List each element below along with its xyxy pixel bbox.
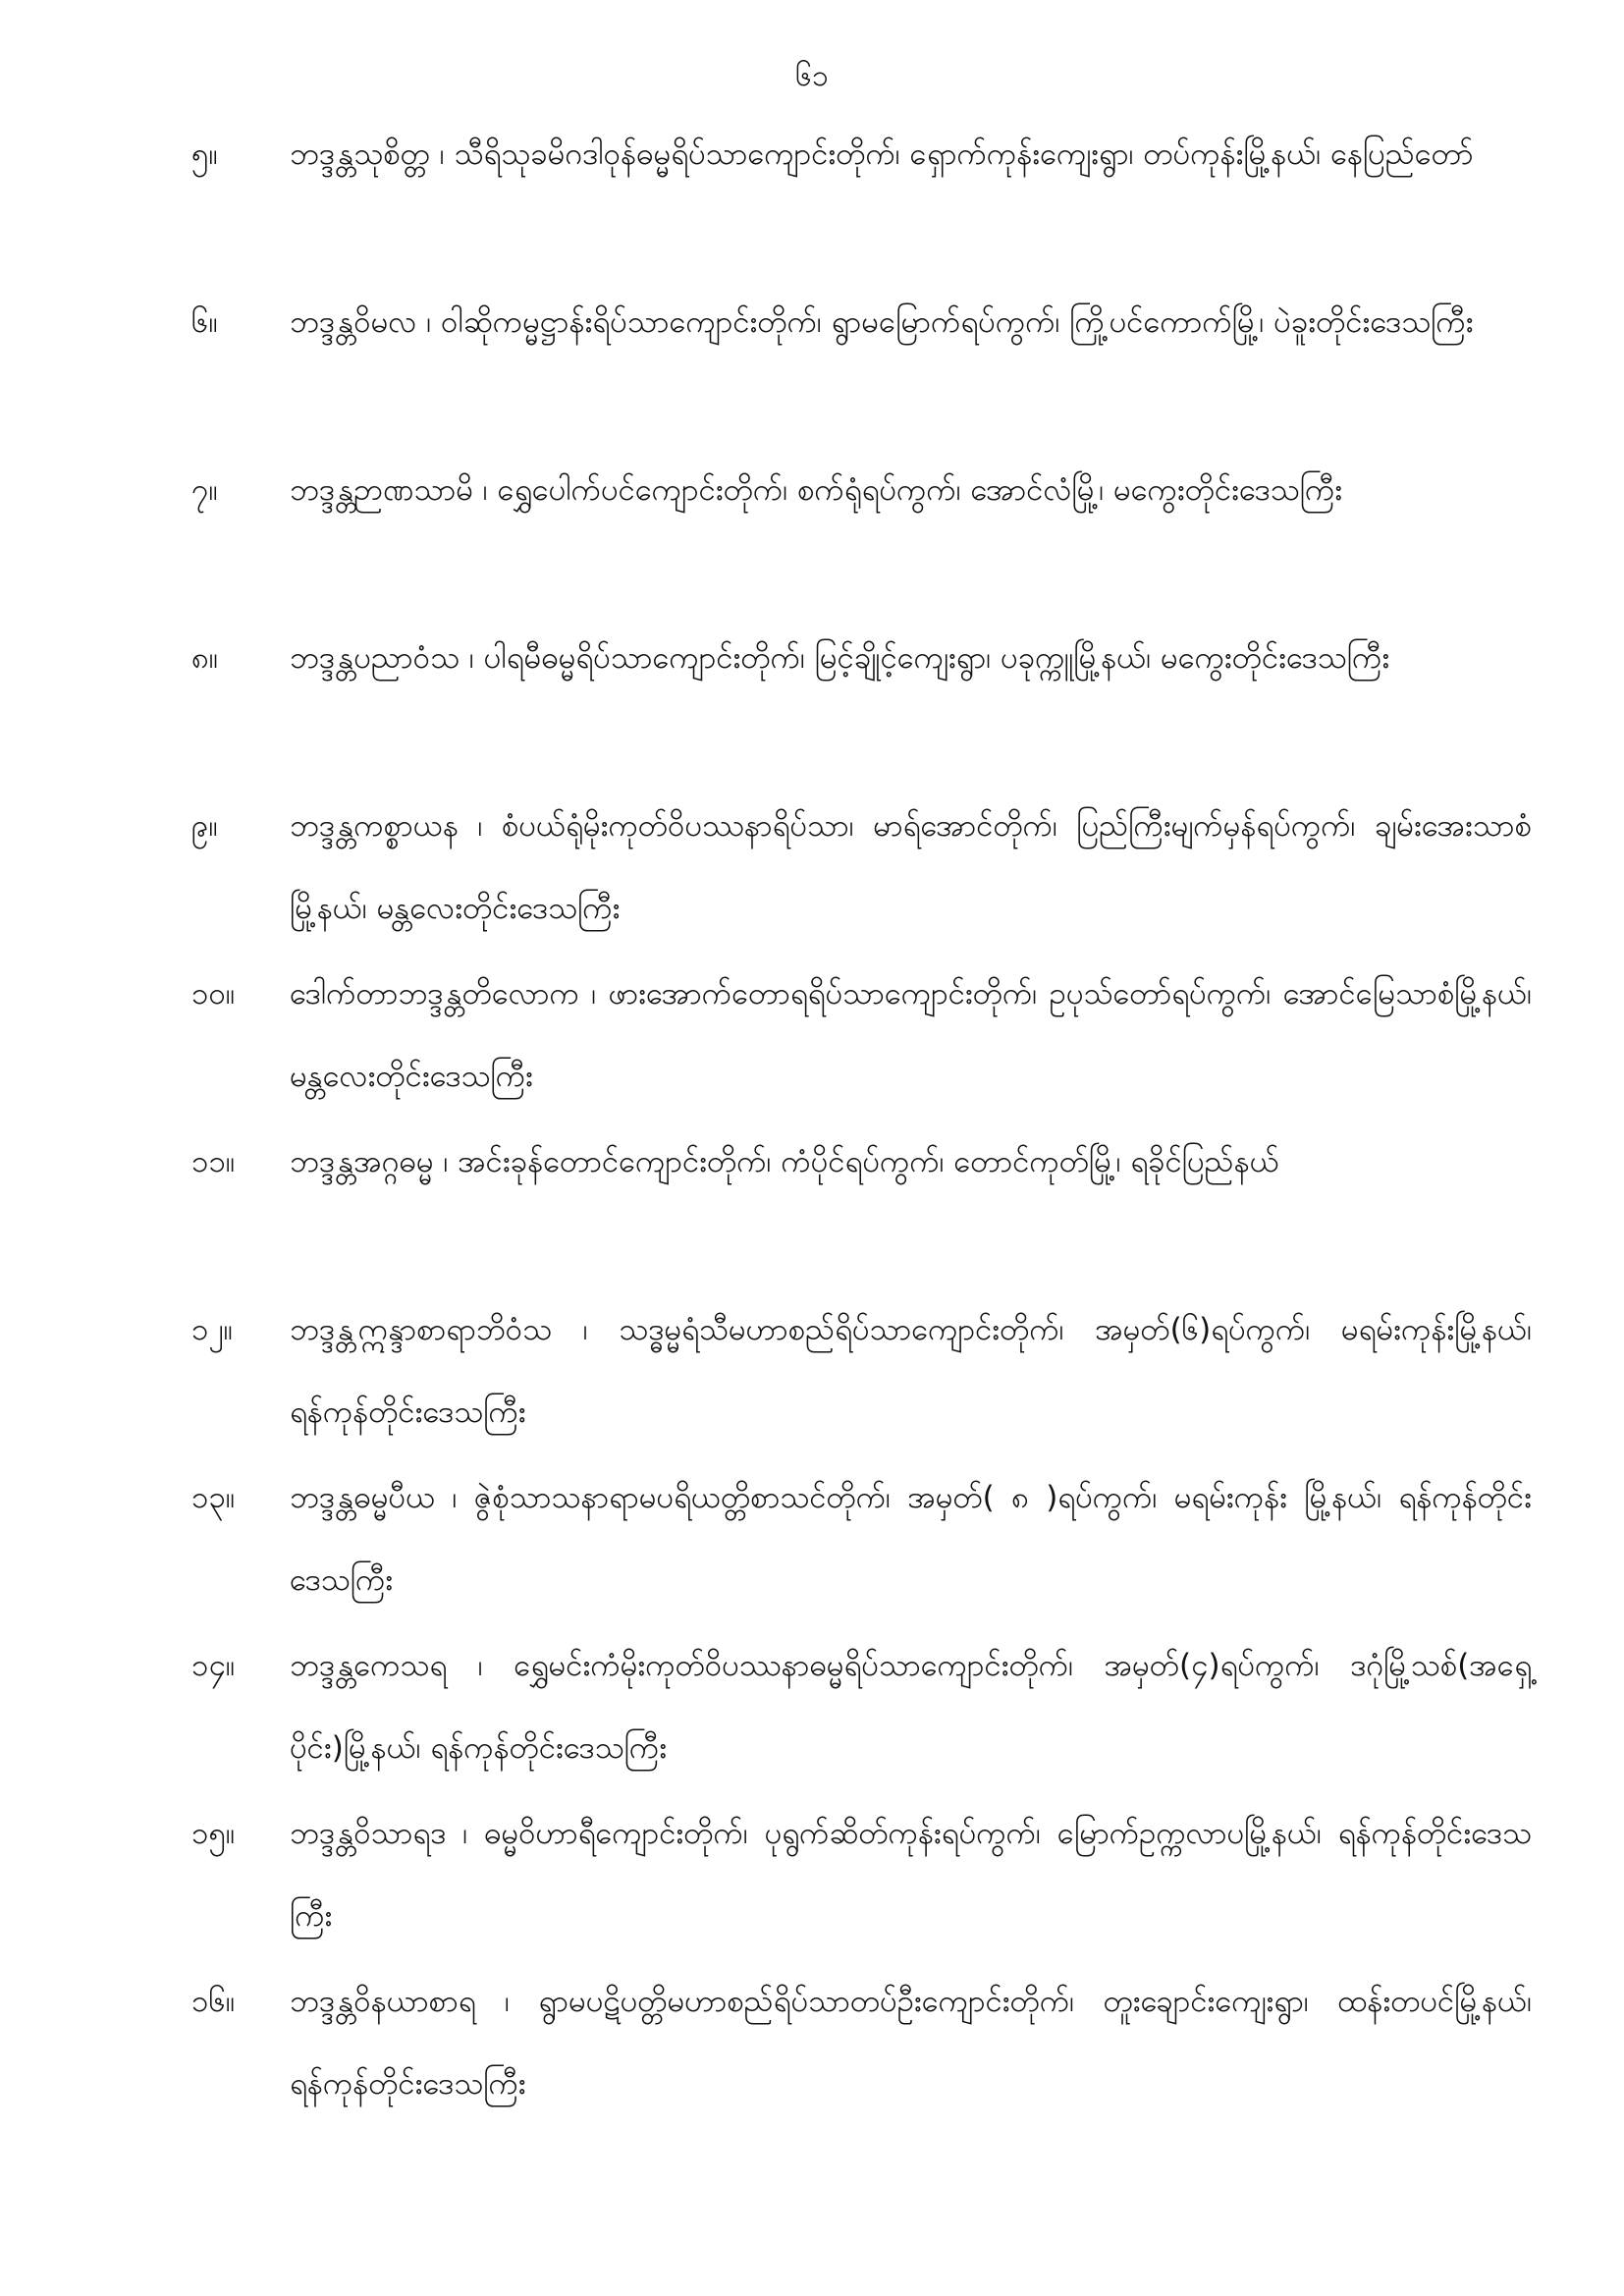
entry-number: ၁၁။ bbox=[191, 1144, 236, 1179]
entry-text: ဘဒ္ဒန္တဝိမလ ၊ ဝါဆိုကမ္မဋ္ဌာန်းရိပ်သာကျောင်းတိုက်၊ ရွာမမြောက်ရပ်ကွက်၊ ကြို့ပင်ကောက်မြို့၊ ပဲခူးတိုင်းဒေသကြီး bbox=[290, 304, 1474, 340]
entry-text: ဘဒ္ဒန္တကေသရ ၊ ရွှေမင်းကံမိုးကုတ်ဝိပဿနာဓမ္မရိပ်သာကျောင်းတိုက်၊ အမှတ်(၄)ရပ်ကွက်၊ ဒဂုံမြို့သစ်(အရှေ့ပိုင်း)မြို့နယ်၊ ရန်ကုန်တိုင်းဒေသကြီး bbox=[290, 1648, 1532, 1766]
entry-text: ဘဒ္ဒန္တကစ္စာယန ၊ စံပယ်ရုံမိုးကုတ်ဝိပဿနာရိပ်သာ၊ မာရ်အောင်တိုက်၊ ပြည်ကြီးမျက်မှန်ရပ်ကွက်၊ ချမ်းအေးသာစံမြို့နယ်၊ မန္တလေးတိုင်းဒေသကြီး bbox=[290, 808, 1532, 926]
list-item bbox=[191, 785, 1532, 953]
list-item bbox=[191, 449, 1532, 617]
entry-number: ၈။ bbox=[191, 640, 219, 676]
list-item bbox=[191, 1624, 1532, 1792]
entry-text: ဘဒ္ဒန္တဝိနယာစာရ ၊ ရွာမပဋိပတ္တိမဟာစည်ရိပ်သာတပ်ဦးကျောင်းတိုက်၊ တူးချောင်းကျေးရွာ၊ ထန်းတပင်မြို့နယ်၊ ရန်ကုန်တိုင်းဒေသကြီး bbox=[290, 1984, 1532, 2102]
entry-text: ဘဒ္ဒန္တပညာဝံသ ၊ ပါရမီဓမ္မရိပ်သာကျောင်းတိုက်၊ မြင့်ချိုင့်ကျေးရွာ၊ ပခုက္ကူမြို့နယ်၊ မကွေးတိုင်းဒေသကြီး bbox=[290, 640, 1390, 676]
entry-text: ဘဒ္ဒန္တအဂ္ဂဓမ္မ ၊ အင်းခုန်တောင်ကျောင်းတိုက်၊ ကံပိုင်ရပ်ကွက်၊ တောင်ကုတ်မြို့၊ ရခိုင်ပြည်နယ် bbox=[290, 1144, 1279, 1179]
list-item bbox=[191, 617, 1532, 785]
entry-number: ၁၆။ bbox=[191, 1984, 236, 2019]
entry-number: ၇။ bbox=[191, 472, 218, 508]
entry-number: ၆။ bbox=[191, 304, 218, 340]
entry-number: ၁၃။ bbox=[191, 1480, 236, 1515]
entry-list bbox=[191, 113, 1532, 2128]
entry-text: ဘဒ္ဒန္တဣန္ဒာစာရာဘိဝံသ ၊ သဒ္ဓမ္မရံသီမဟာစည်ရိပ်သာကျောင်းတိုက်၊ အမှတ်(၆)ရပ်ကွက်၊ မရမ်းကုန်းမြို့နယ်၊ ရန်ကုန်တိုင်းဒေသကြီး bbox=[290, 1312, 1532, 1430]
list-item bbox=[191, 953, 1532, 1121]
entry-number: ၁၀။ bbox=[191, 976, 236, 1011]
entry-number: ၁၄။ bbox=[191, 1648, 236, 1683]
entry-number: ၁၅။ bbox=[191, 1816, 236, 1851]
list-item bbox=[191, 1456, 1532, 1624]
entry-number: ၅။ bbox=[191, 137, 218, 172]
list-item bbox=[191, 281, 1532, 449]
list-item bbox=[191, 1288, 1532, 1456]
entry-text: ဒေါက်တာဘဒ္ဒန္တတိလောက ၊ ဖားအောက်တောရရိပ်သာကျောင်းတိုက်၊ ဥပုသ်တော်ရပ်ကွက်၊ အောင်မြေသာစံမြို့နယ်၊ မန္တလေးတိုင်းဒေသကြီး bbox=[290, 976, 1532, 1094]
entry-text: ဘဒ္ဒန္တဉာဏသာမိ ၊ ရွှေပေါက်ပင်ကျောင်းတိုက်၊ စက်ရုံရပ်ကွက်၊ အောင်လံမြို့၊ မကွေးတိုင်းဒေသကြီး bbox=[290, 472, 1343, 508]
list-item bbox=[191, 1792, 1532, 1960]
entry-number: ၁၂။ bbox=[191, 1312, 234, 1347]
list-item bbox=[191, 1121, 1532, 1288]
list-item bbox=[191, 113, 1532, 281]
entry-number: ၉။ bbox=[191, 808, 218, 844]
entry-text: ဘဒ္ဒန္တသုစိတ္တ ၊ သီရိသုခမိဂဒါဝုန်ဓမ္မရိပ်သာကျောင်းတိုက်၊ ရှောက်ကုန်းကျေးရွာ၊ တပ်ကုန်းမြို့နယ်၊ နေပြည်တော် bbox=[290, 137, 1474, 172]
entry-text: ဘဒ္ဒန္တဝိသာရဒ ၊ ဓမ္မဝိဟာရီကျောင်းတိုက်၊ ပုရွက်ဆိတ်ကုန်းရပ်ကွက်၊ မြောက်ဥက္ကလာပမြို့နယ်၊ ရန်ကုန်တိုင်းဒေသကြီး bbox=[290, 1816, 1532, 1934]
page-number: ၆၁ bbox=[795, 59, 829, 93]
entry-text: ဘဒ္ဒန္တဓမ္မပီယ ၊ ဇွဲစုံသာသနာရာမပရိယတ္တိစာသင်တိုက်၊ အမှတ်( ၈ )ရပ်ကွက်၊ မရမ်းကုန်း မြို့နယ်၊ ရန်ကုန်တိုင်းဒေသကြီး bbox=[290, 1480, 1532, 1598]
list-item bbox=[191, 1960, 1532, 2128]
